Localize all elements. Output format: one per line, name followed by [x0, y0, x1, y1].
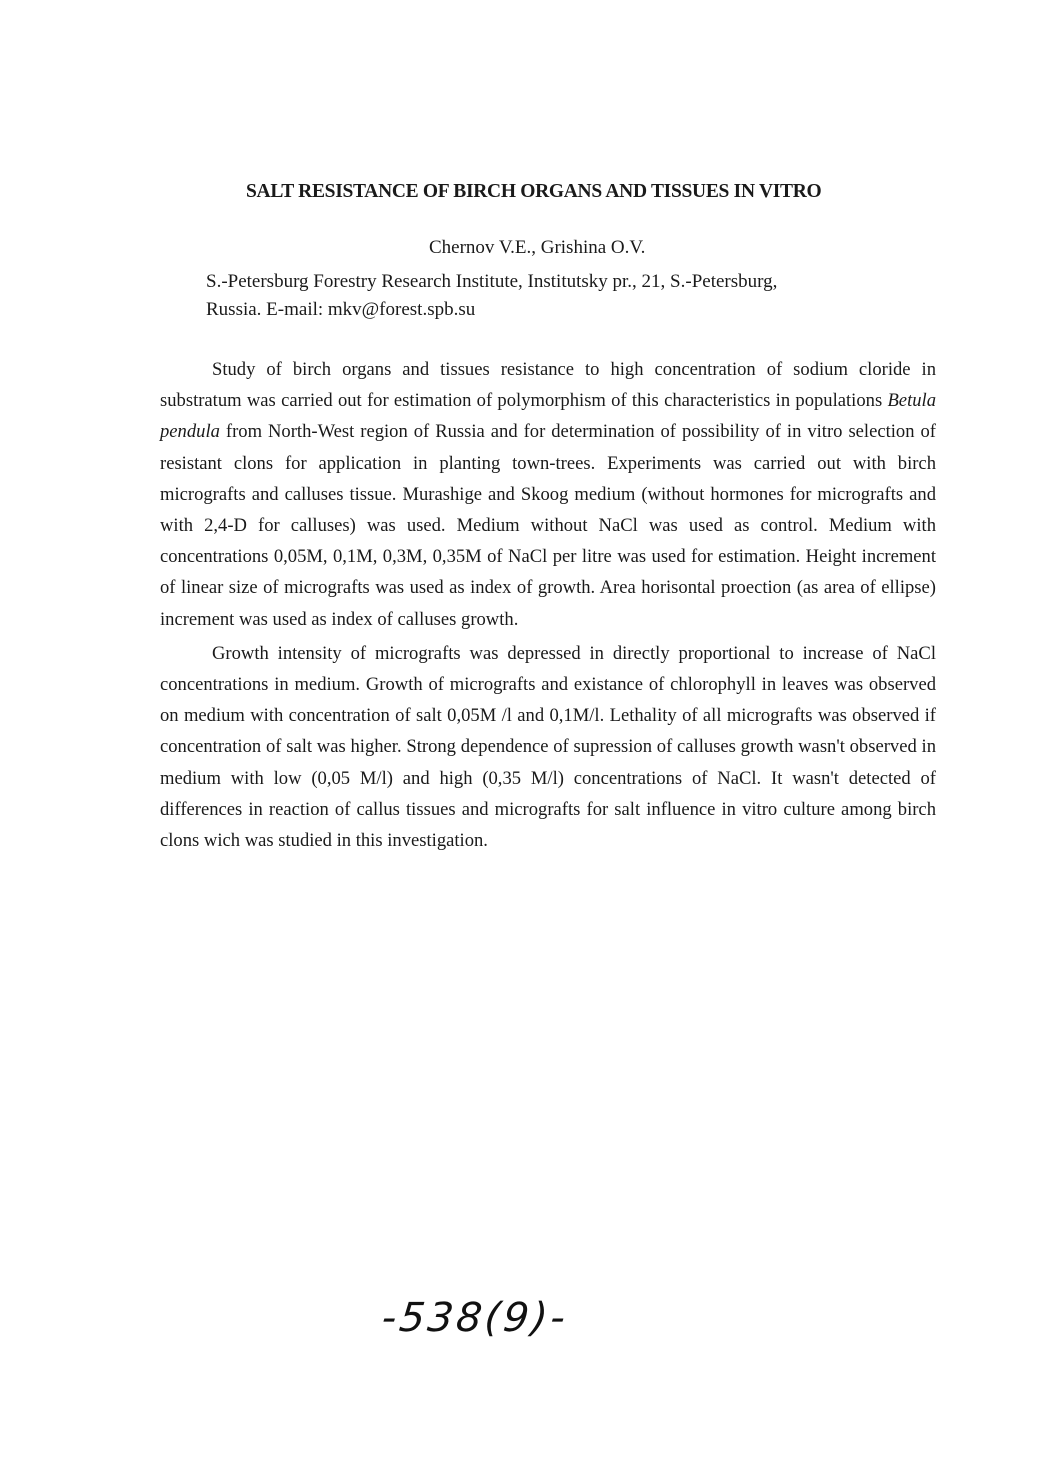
- paragraph-1: [160, 354, 936, 635]
- affiliation-line-2: Russia. E-mail: mkv@forest.spb.su: [206, 299, 476, 320]
- paper-title: SALT RESISTANCE OF BIRCH ORGANS AND TISSUES IN VITRO: [246, 181, 822, 202]
- affiliation-line-1: S.-Petersburg Forestry Research Institute, Institutsky pr., 21, S.-Petersburg,: [206, 271, 778, 292]
- species-name: Betula pendula: [160, 390, 936, 443]
- paragraph-1-part-1: Study of birch organs and tissues resistance to high concentration of sodium cloride in substratum was carried out for estimation of polymorphism of this characteristics in populations: [160, 359, 936, 412]
- authors-line: Chernov V.E., Grishina O.V.: [429, 237, 646, 258]
- abstract-body: [160, 354, 936, 856]
- paragraph-2: Growth intensity of micrografts was depressed in directly proportional to increase of NaCl concentrations in medium. Growth of micrografts and existance of chlorophyll in leaves was observed on medium with concentration of salt 0,05M /l and 0,1M/l. Lethality of all micrografts was observed if concentration of salt was higher. Strong dependence of supression of calluses growth wasn't observed in medium with low (0,05 M/l) and high (0,35 M/l) concentrations of NaCl. It wasn't detected of differences in reaction of callus tissues and micrografts for salt influence in vitro culture among birch clons wich was studied in this investigation.: [160, 642, 936, 852]
- paragraph-1-part-2: from North-West region of Russia and for determination of possibility of in vitro selection of resistant clons for application in planting town-trees. Experiments was carried out with birch micrografts and calluses tissue. Murashige and Skoog medium (without hormones for micrografts and with 2,4-D for calluses) was used. Medium without NaCl was used as control. Medium with concentrations 0,05M, 0,1M, 0,3M, 0,35M of NaCl per litre was used for estimation. Height increment of linear size of micrografts was used as index of growth. Area horisontal proection (as area of ellipse) increment was used as index of calluses growth.: [160, 421, 936, 630]
- handwritten-page-number: -538(9)-: [379, 1295, 571, 1341]
- affiliation-block: [206, 268, 926, 324]
